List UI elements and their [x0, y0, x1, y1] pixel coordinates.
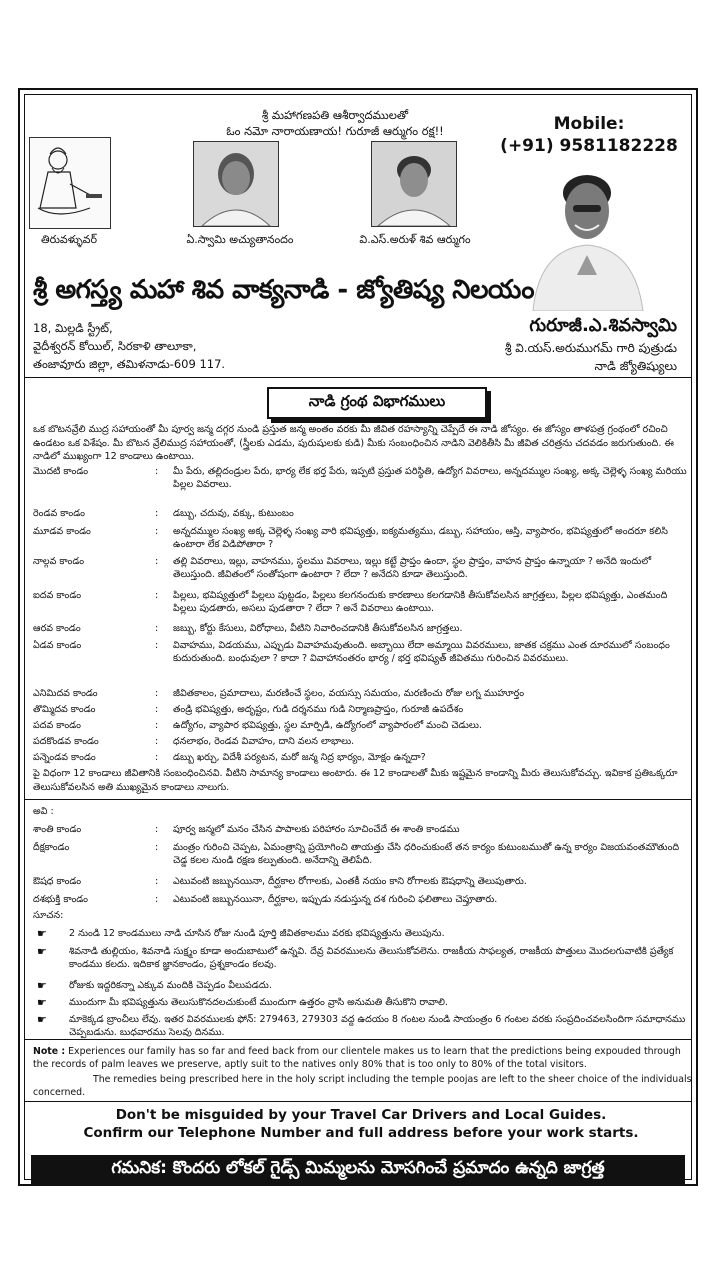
- mobile-contact: [483, 113, 695, 157]
- kandam-text: ఉద్యోగం, వ్యాపార భవిష్యత్తు, స్థల మార్పిడి, ఉద్యోగంలో వ్యాపారంలో మంచి చెడులు.: [173, 720, 482, 731]
- kandam-label: ఐదవ కాండం: [33, 590, 82, 601]
- sage-illustration: [30, 138, 110, 228]
- note-text-1: Experiences our family has so far and feed back from our clientele makes us to learn that the predictions being expouded through the records of palm leaves we preserve, aptly suit to the natives only 80% that is too only to 80% of the total visitors.: [33, 1046, 681, 1070]
- kandam-label: ఏడవ కాండం: [33, 640, 82, 651]
- kandam-text: వివాహము, విడయము, ఎప్పుడు వివాహమవుతుంది. అబ్బాయి లేదా అమ్మాయి వివరములు, జాతక చక్రము ఎంత దూరములో సంబంధం కుదురుతుంది. బంధువులా ? కాదా ? వివాహానంతరం భార్య / భర్త భవిష్యత్ జీవితము గురించిన వివరములు.: [173, 640, 670, 665]
- blessing-line-1: శ్రీ మహాగణపతి ఆశీర్వాదములతో: [261, 108, 409, 122]
- kandam-text: జబ్బు, కోర్టు కేసులు, విరోధాలు, వీటిని నివారించడానికి తీసుకోవలసిన జాగ్రత్తలు.: [173, 623, 463, 634]
- address-line-1: 18, మిల్లడి స్ట్రీట్,: [33, 321, 113, 335]
- kandam-text: ఎటువంటి జబ్బునయినా, దీర్ఘకాల రోగాలకు, ఎంతకీ నయం కాని రోగాలకు ఔషధాన్ని తెలుపుతారు.: [173, 876, 527, 887]
- divider: [25, 377, 691, 378]
- kandam-label: శాంతి కాండం: [33, 824, 82, 835]
- blessings: [185, 107, 485, 139]
- kandam-label: ఔషధ కాండం: [33, 876, 82, 887]
- page-title: శ్రీ అగస్త్య మహా శివ వాక్యనాడి - జ్యోతిష్య నిలయం: [33, 275, 534, 305]
- kandam-text: జీవితకాలం, ప్రమాదాలు, మరణించే స్థలం, వయస్సు సమయం, మరణించు రోజు లగ్న ముహూర్తం: [173, 688, 525, 699]
- divider: [25, 1039, 691, 1040]
- pointing-hand-icon: ☛: [37, 979, 47, 992]
- guru-lineage: శ్రీ వి.యస్.అరుముగమ్ గారి పుత్రుడు: [504, 341, 677, 355]
- kandam-label: పన్నెండవ కాండం: [33, 752, 96, 763]
- kandam-label: దీక్షకాండం: [33, 842, 70, 853]
- kandam-label: ఆరవ కాండం: [33, 623, 81, 634]
- portrait-thiruvalluvar: [29, 137, 111, 229]
- mobile-number[interactable]: (+91) 9581182228: [500, 136, 678, 156]
- person-photo-icon: [194, 142, 278, 226]
- kandam-label: పదవ కాండం: [33, 720, 81, 731]
- portrait-arul-siva-arumugam: [371, 141, 457, 227]
- guru-name: గురూజీ.ఎ.శివస్వామి: [529, 315, 677, 336]
- portrait-swami-achyutanandam: [193, 141, 279, 227]
- summary-paragraph: పై విధంగా 12 కాండాలు జీవితానికి సంబంధించినవి. వీటిని సామాన్య కాండాలు అంటారు. ఈ 12 కాండాలతో మీకు ఇష్టమైన కాండాన్ని మీరు తెలుసుకోవచ్చు. ఇవికాక ప్రతిఒక్కరూ తెలుసుకోవలసిన అతి ముఖ్యమైన కాండాలు నాలుగు.: [33, 768, 678, 793]
- caption-thiruvalluvar: తిరువళ్ళువర్: [40, 233, 98, 246]
- kandam-label: తొమ్మిదవ కాండం: [33, 704, 96, 715]
- note-prefix: Note :: [33, 1046, 66, 1057]
- address-line-3: తంజావూరు జిల్లా, తమిళనాడు-609 117.: [33, 357, 226, 371]
- kandam-label: రెండవ కాండం: [33, 508, 85, 519]
- mobile-label: Mobile:: [553, 114, 625, 134]
- kandam-text: పూర్వ జన్మలో మనం చేసిన పాపాలకు పరిహారం సూచించేదే ఈ శాంతి కాండము: [173, 824, 460, 835]
- advertisement-frame: [18, 88, 698, 1186]
- kandam-text: తండ్రి భవిష్యత్తు, అదృష్టం, గుడి దర్శనము గుడి నిర్మాణప్రాప్తం, గురూజీ ఉపదేశం: [173, 704, 464, 715]
- guruji-portrait-icon: [529, 163, 647, 311]
- section-title: నాడి గ్రంథ విభాగములు: [267, 387, 487, 419]
- person-photo-icon: [372, 142, 456, 226]
- kandam-text: డబ్బు, చదువు, వక్కు, కుటుంబం: [173, 508, 294, 519]
- kandam-label: ఎనిమిదవ కాండం: [33, 688, 98, 699]
- caption-arumugam: వి.ఎస్.అరుళ్ శివ ఆర్ముగం: [359, 233, 471, 246]
- warning-line-1: Don't be misguided by your Travel Car Drivers and Local Guides.: [115, 1107, 607, 1123]
- caption-swami: ఏ.స్వామి అచ్యుతానందం: [186, 233, 294, 246]
- note-text-2: The remedies being prescribed here in the holy script including the temple poojas are left to the sheer choice of the individuals concerned.: [33, 1074, 692, 1098]
- pointing-hand-icon: ☛: [37, 927, 47, 940]
- intro-paragraph: ఒక బొటనవ్రేలి ముద్ర సహాయంతో మీ పూర్వ జన్మ దగ్గర నుండి ప్రస్తుత జన్మ అంతం వరకు మీ జీవిత రహస్యాన్ని చెప్పేదే ఈ నాడి జోస్యం. ఈ జోస్యం తాళపత్ర గ్రంథంలో రచించి ఉండటం ఒక విశేషం. మీ బొటన వ్రేలిముద్ర సహాయంతో, (స్త్రీలకు ఎడమ, పురుషులకు కుడి) మీకు సంబంధించిన నాడిని వెలికితీసి మీ జీవిత చరిత్రను చదవడం జరుగుతుంది. ఈ నాడిలో ముఖ్యంగా 12 కాండాలు ఉంటాయి.: [33, 424, 674, 463]
- pointing-hand-icon: ☛: [37, 1013, 47, 1026]
- kandam-text: ఎటువంటి జబ్బునయినా, దీర్ఘకాల, ఇప్పుడు నడుస్తున్న దశ గురించి ఫలితాలు చెప్తూతారు.: [173, 894, 498, 905]
- caution-banner: గమనిక: కొందరు లోకల్ గైడ్స్ మిమ్మలను మోసగించే ప్రమాదం ఉన్నది జాగ్రత్త: [31, 1155, 685, 1185]
- warning-line-2: Confirm our Telephone Number and full address before your work starts.: [83, 1125, 639, 1141]
- kandam-text: తల్లి వివరాలు, ఇల్లు, వాహనము, స్థలము వివరాలు, ఇల్లు కట్టే ప్రాప్తం ఉందా, స్థల ప్రాప్తం, వాహన ప్రాప్తం ఉన్నాయా ? అనేది ఇందులో తెలుస్తుంది. జీవితంలో సంతోషంగా ఉంటారా ? లేదా ? అనేదని కూడా తెలుస్తుంది.: [173, 556, 652, 581]
- kandam-text: మీ పేరు, తల్లిదండ్రుల పేరు, భార్య లేక భర్త పేరు, ఇప్పటి ప్రస్తుత పరిస్థితి, ఉద్యోగ వివరాలు, అన్నదమ్ముల సంఖ్య, అక్క చెల్లెళ్ళ సంఖ్య మరియు పిల్లల వివరాలు.: [173, 466, 687, 491]
- guru-profession: నాడి జ్యోతిష్యులు: [594, 359, 677, 373]
- kandam-label: పదకొండవ కాండం: [33, 736, 99, 747]
- kandam-text: అన్నదమ్ముల సంఖ్య అక్క చెల్లెళ్ళ సంఖ్య వారి భవిష్యత్తు, ఐక్యమత్యము, డబ్బు, సహాయం, ఆస్తి, వ్యాపారం, భవిష్యత్తులో అందరూ కలిసి ఉంటారా లేక విడిపోతారా ?: [173, 526, 668, 551]
- kandam-text: డబ్బు ఖర్చు, విదేశీ పర్యటన, మరో జన్మ నిద్ర భార్యం, మోక్షం ఉన్నదా?: [173, 752, 426, 763]
- kandam-label: నాల్గవ కాండం: [33, 556, 85, 567]
- guruji-photo: [529, 163, 647, 311]
- blessing-line-2: ఓం నమో నారాయణాయ! గురూజీ ఆర్ముగం రక్ష!!: [226, 124, 444, 138]
- kandam-label: దశభుక్తి కాండం: [33, 894, 88, 905]
- advertisement-inner-border: శ్రీ మహాగణపతి ఆశీర్వాదములతో ఓం నమో నారాయణాయ! గురూజీ ఆర్ముగం రక్ష!! Mobile: (+91) 9581182228 తిరువళ్ళువర్ ఏ.స్వామి అచ్యుతానందం వి.ఎస్.అరుళ్ శివ ఆర్ముగం శ్రీ అగస్త్య మహా శివ వాక్యనాడి - జ్యోతిష్య నిలయం 18, మిల్లడి స్ట్రీట్, వైదీశ్వరన్ కోయిల్, సిరకాళి తాలూకా, తంజావూరు జిల్లా, తమిళనాడు-609 117. గురూజీ.ఎ.శివస్వామి శ్రీ వి.యస్.అరుముగమ్ గారి పుత్రుడు నాడి జ్యోతిష్యులు నాడి గ్రంథ విభాగములు ఒక బొటనవ్రేలి ముద్ర సహాయంతో మీ పూర్వ జన్మ దగ్గర నుండి ప్రస్తుత జన్మ అంతం వరకు మీ జీవిత రహస్యాన్ని చెప్పేదే ఈ నాడి జోస్యం. ఈ జోస్యం తాళపత్ర గ్రంథంలో రచించి ఉండటం ఒక విశేషం. మీ బొటన వ్రేలిముద్ర సహాయంతో, (స్త్రీలకు ఎడమ, పురుషులకు కుడి) మీకు సంబంధించిన నాడిని వెలికితీసి మీ జీవిత చరిత్రను చదవడం జరుగుతుంది. ఈ నాడిలో ముఖ్యంగా 12 కాండాలు ఉంటాయి. మొదటి కాండం : మీ పేరు, తల్లిదండ్రుల పేరు, భార్య లేక భర్త పేరు, ఇప్పటి ప్రస్తుత పరిస్థితి, ఉద్యోగ వివరాలు, అన్నదమ్ముల సంఖ్య, అక్క చెల్లెళ్ళ సంఖ్య మరియు పిల్లల వివరాలు. రెండవ కాండం : డబ్బు, చదువు, వక్కు, కుటుంబం మూడవ కాండం : అన్నదమ్ముల సంఖ్య అక్క చెల్లెళ్ళ సంఖ్య వారి భవిష్యత్తు, ఐక్యమత్యము, డబ్బు, సహాయం, ఆస్తి, వ్యాపారం, భవిష్యత్తులో అందరూ కలిసి ఉంటారా లేక విడిపోతారా ? నాల్గవ కాండం : తల్లి వివరాలు, ఇల్లు, వాహనము, స్థలము వివరాలు, ఇల్లు కట్టే ప్రాప్తం ఉందా, స్థల ప్రాప్తం, వాహన ప్రాప్తం ఉన్నాయా ? అనేది ఇందులో తెలుస్తుంది. జీవితంలో సంతోషంగా ఉంటారా ? లేదా ? అనేదని కూడా తెలుస్తుంది. ఐదవ కాండం : పిల్లలు, భవిష్యత్తులో పిల్లలు పుట్టడం, పిల్లలు కలగనందుకు కారణాలు కలగడానికి తీసుకోవలసిన జాగ్రత్తలు, పిల్లల భవిష్యత్తు, ఎంతమంది పిల్లలు పుడతారు, అసలు పుడతారా ? లేదా ? అనే వివరాలు ఉంటాయి. ఆరవ కాండం : జబ్బు, కోర్టు కేసులు, విరోధాలు, వీటిని నివారించడానికి తీసుకోవలసిన జాగ్రత్తలు. ఏడవ కాండం : వివాహము, విడయము, ఎప్పుడు వివాహమవుతుంది. అబ్బాయి లేదా అమ్మాయి వివరములు, జాతక చక్రము ఎంత దూరములో సంబంధం కుదురుతుంది. బంధువులా ? కాదా ? వివాహానంతరం భార్య / భర్త భవిష్యత్ జీవితము గురించిన వివరములు. ఎనిమిదవ కాండం : జీవితకాలం, ప్రమాదాలు, మరణించే స్థలం, వయస్సు సమయం, మరణించు రోజు లగ్న ముహూర్తం తొమ్మిదవ కాండం : తండ్రి భవిష్యత్తు, అదృష్టం, గుడి దర్శనము గుడి నిర్మాణప్రాప్తం, గురూజీ ఉపదేశం పదవ కాండం : ఉద్యోగం, వ్యాపార భవిష్యత్తు, స్థల మార్పిడి, ఉద్యోగంలో వ్యాపారంలో మంచి చెడులు. పదకొండవ కాండం : ధనలాభం, రెండవ వివాహం, దాని వలన లాభాలు. పన్నెండవ కాండం : డబ్బు ఖర్చు, విదేశీ పర్యటన, మరో జన్మ నిద్ర భార్యం, మోక్షం ఉన్నదా? పై విధంగా 12 కాండాలు జీవితానికి సంబంధించినవి. వీటిని సామాన్య కాండాలు అంటారు. ఈ 12 కాండాలతో మీకు ఇష్టమైన కాండాన్ని మీరు తెలుసుకోవచ్చు. ఇవికాక ప్రతిఒక్కరూ తెలుసుకోవలసిన అతి ముఖ్యమైన కాండాలు నాలుగు. అవి : శాంతి కాండం : పూర్వ జన్మలో మనం చేసిన పాపాలకు పరిహారం సూచించేదే ఈ శాంతి కాండము దీక్షకాండం : మంత్రం గురించి చెప్పట, ఏమంత్రాన్ని ప్రయోగించి తాయత్తు చేసి ధరించుకుంటే తన కార్యం కుటుంబముతో ఉన్న కార్యం విజయవంతమౌతుంది చెడ్డ కలల నుండి రక్షణ కల్పుతుంది. అనేదాన్ని తెలిపేది. ఔషధ కాండం : ఎటువంటి జబ్బునయినా, దీర్ఘకాల రోగాలకు, ఎంతకీ నయం కాని రోగాలకు ఔషధాన్ని తెలుపుతారు. దశభుక్తి కాండం : ఎటువంటి జబ్బునయినా, దీర్ఘకాల, ఇప్పుడు నడుస్తున్న దశ గురించి ఫలితాలు చెప్తూతారు. సూచన: ☛ 2 నుండి 12 కాండములు నాడి చూసిన రోజు నుండి పూర్తి జీవితకాలము వరకు భవిష్యత్తును తెలుపును. ☛ శివనాడి తుల్లియం, శివనాడి సుక్ష్మం కూడా అందుబాటులో ఉన్నవి. దేవ్ర వివరములను తెలుసుకోవలెను. రాజకీయ సాఫల్యత, రాజకీయ పొత్తులు మొదలగువాటికి ప్రత్యేక కాండము కలదు. ఇదికాక జ్ఞానకాండం, ప్రశ్నకాండం కలవు. ☛ రోజుకు ఇద్దరికన్నా ఎక్కువ మందికి చెప్పడం వీలుపడదు. ☛ ముందుగా మీ భవిష్యత్తును తెలుసుకొనదలచుకుంటే ముందుగా ఉత్తరం వ్రాసి అనుమతి తీసుకొని రావాలి. ☛ మాకెక్కడ బ్రాంచీలు లేవు. ఇతర వివరములకు ఫోన్: 279463, 279303 వద్ద ఉదయం 8 గంటల నుండి సాయంత్రం 6 గంటల వరకు సంప్రదించవలసిందిగా సమాధానము చెప్పబడును. బుధవారము సెలవు దినము. Note : Experiences our family has so far and feed back from our clientele makes us to learn that the predictions being expouded through the records of palm leaves we preserve, aptly suit to the natives only 80% that is too only to 80% of the total visitors. The remedies being prescribed here in the holy script including the temple poojas are left to the sheer choice of the individuals concerned. Don't be misguided by your Travel Car Drivers and Local Guides. Confirm our Telephone Number and full address before your work starts. గమనిక: కొందరు లోకల్ గైడ్స్ మిమ్మలను మోసగించే ప్రమాదం ఉన్నది జాగ్రత్త: [24, 94, 692, 1180]
- kandam-text: ధనలాభం, రెండవ వివాహం, దాని వలన లాభాలు.: [173, 736, 355, 747]
- address-line-2: వైదీశ్వరన్ కోయిల్, సిరకాళి తాలూకా,: [33, 339, 197, 353]
- notes-label: సూచన:: [33, 910, 64, 921]
- kandam-label: మొదటి కాండం: [33, 466, 89, 477]
- divider: [25, 799, 691, 800]
- kandam-text: పిల్లలు, భవిష్యత్తులో పిల్లలు పుట్టడం, పిల్లలు కలగనందుకు కారణాలు కలగడానికి తీసుకోవలసిన జాగ్రత్తలు, పిల్లల భవిష్యత్తు, ఎంతమంది పిల్లలు పుడతారు, అసలు పుడతారా ? లేదా ? అనే వివరాలు ఉంటాయి.: [173, 590, 668, 615]
- english-note: [33, 1045, 695, 1071]
- pointing-hand-icon: ☛: [37, 996, 47, 1009]
- divider: [25, 1101, 691, 1102]
- kandam-text: మంత్రం గురించి చెప్పట, ఏమంత్రాన్ని ప్రయోగించి తాయత్తు చేసి ధరించుకుంటే తన కార్యం కుటుంబముతో ఉన్న కార్యం విజయవంతమౌతుంది చెడ్డ కలల నుండి రక్షణ కల్పుతుంది. అనేదాన్ని తెలిపేది.: [173, 842, 680, 867]
- kandam-label: మూడవ కాండం: [33, 526, 91, 537]
- pointing-hand-icon: ☛: [37, 945, 47, 958]
- avi-label: అవి :: [33, 806, 54, 817]
